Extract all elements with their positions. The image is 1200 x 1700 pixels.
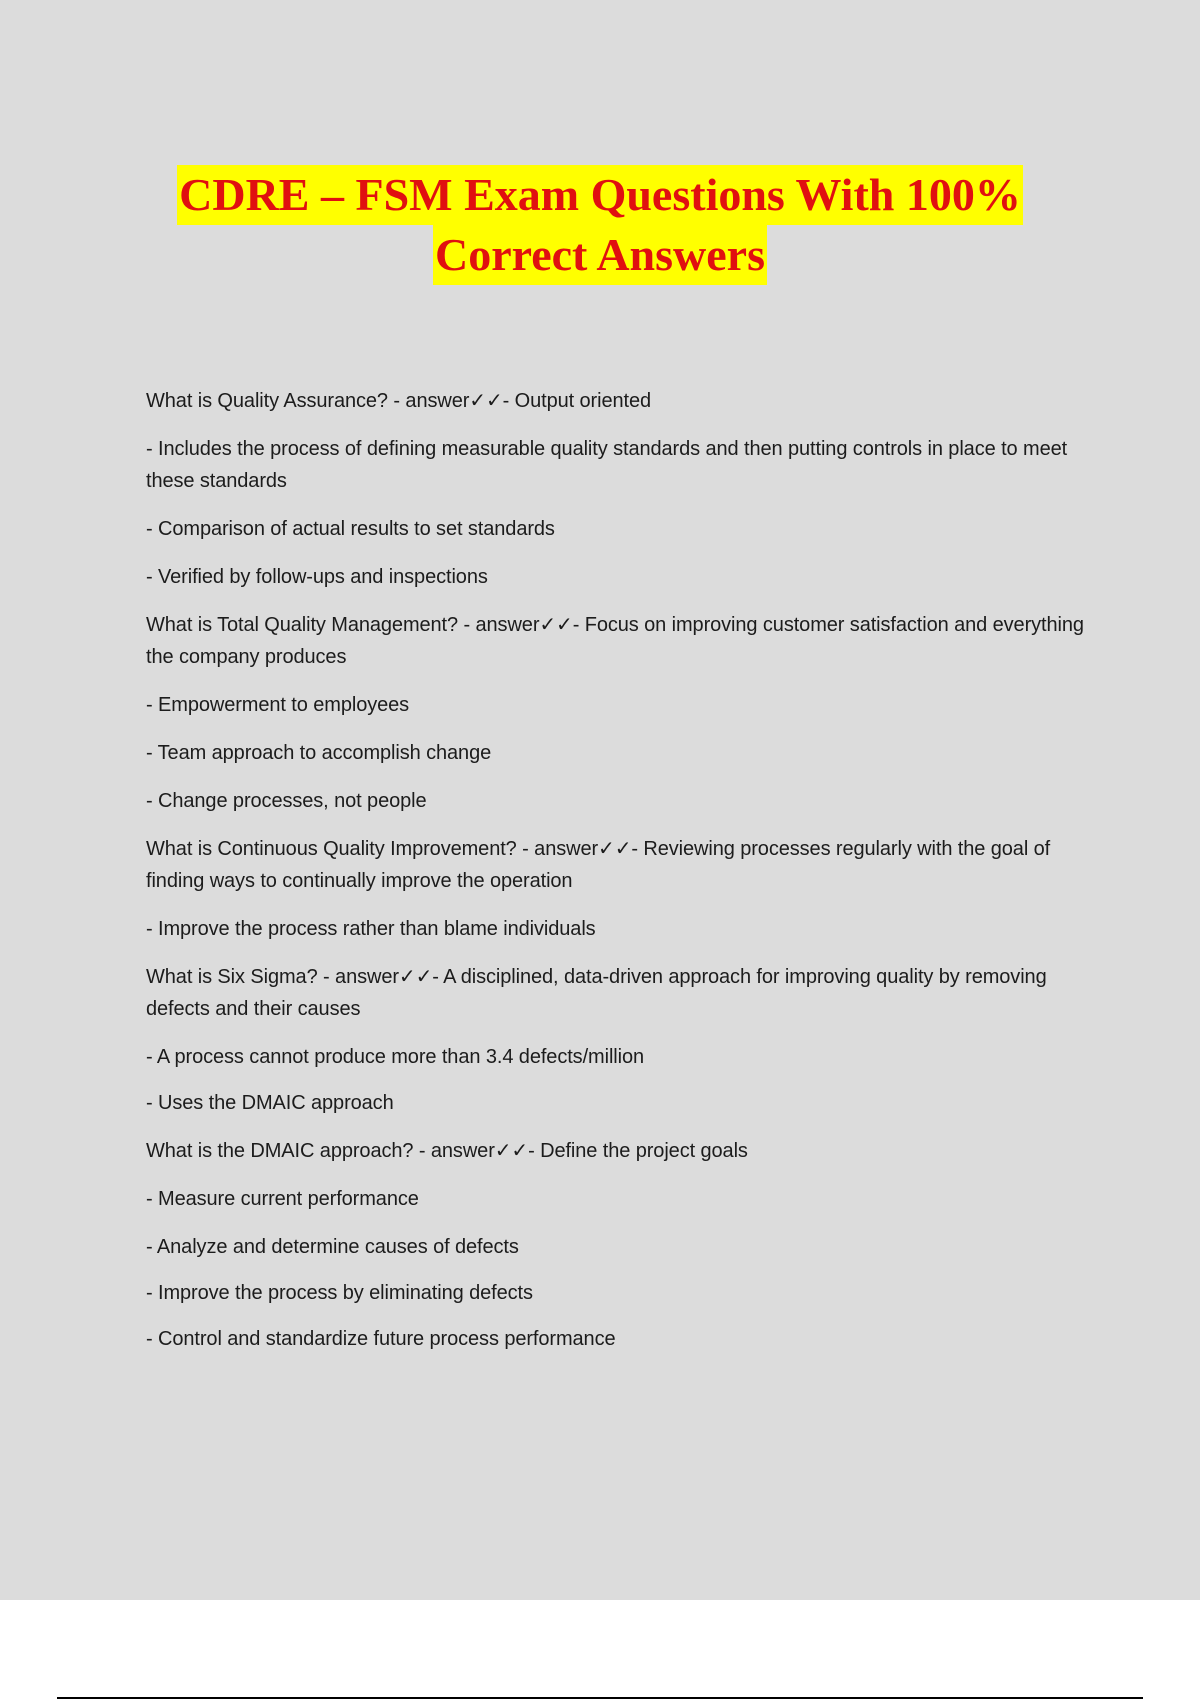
answer-bullet: - Includes the process of defining measurable quality standards and then putting controls in place to meet these standards	[146, 438, 1068, 492]
document-body	[146, 385, 1096, 1371]
question-paragraph: What is Continuous Quality Improvement? - answer✓✓- Reviewing processes regularly with the goal of finding ways to continually improve the operation	[146, 838, 1051, 892]
title-line-2: Correct Answers	[433, 225, 767, 285]
title-line-1: CDRE – FSM Exam Questions With 100%	[177, 165, 1023, 225]
answer-bullet: - Verified by follow-ups and inspections	[146, 566, 488, 588]
question-paragraph: What is Total Quality Management? - answer✓✓- Focus on improving customer satisfaction and everything the company produces	[146, 614, 1084, 668]
question-paragraph: What is the DMAIC approach? - answer✓✓- Define the project goals	[146, 1140, 748, 1162]
answer-bullet: - Improve the process by eliminating defects	[146, 1282, 533, 1304]
answer-bullet: - A process cannot produce more than 3.4 defects/million	[146, 1046, 645, 1068]
answer-bullet: - Team approach to accomplish change	[146, 742, 492, 764]
answer-bullet: - Empowerment to employees	[146, 694, 410, 716]
question-paragraph: What is Six Sigma? - answer✓✓- A disciplined, data-driven approach for improving quality by removing defects and their causes	[146, 966, 1047, 1020]
answer-bullet: - Measure current performance	[146, 1188, 419, 1210]
answer-bullet: - Change processes, not people	[146, 790, 427, 812]
document-title	[0, 165, 1200, 285]
answer-bullet: - Uses the DMAIC approach	[146, 1092, 394, 1114]
question-paragraph: What is Quality Assurance? - answer✓✓- Output oriented	[146, 390, 652, 412]
footer-divider	[57, 1697, 1143, 1699]
answer-bullet: - Control and standardize future process performance	[146, 1328, 616, 1350]
answer-bullet: - Comparison of actual results to set standards	[146, 518, 555, 540]
answer-bullet: - Improve the process rather than blame individuals	[146, 918, 596, 940]
answer-bullet: - Analyze and determine causes of defects	[146, 1236, 519, 1258]
